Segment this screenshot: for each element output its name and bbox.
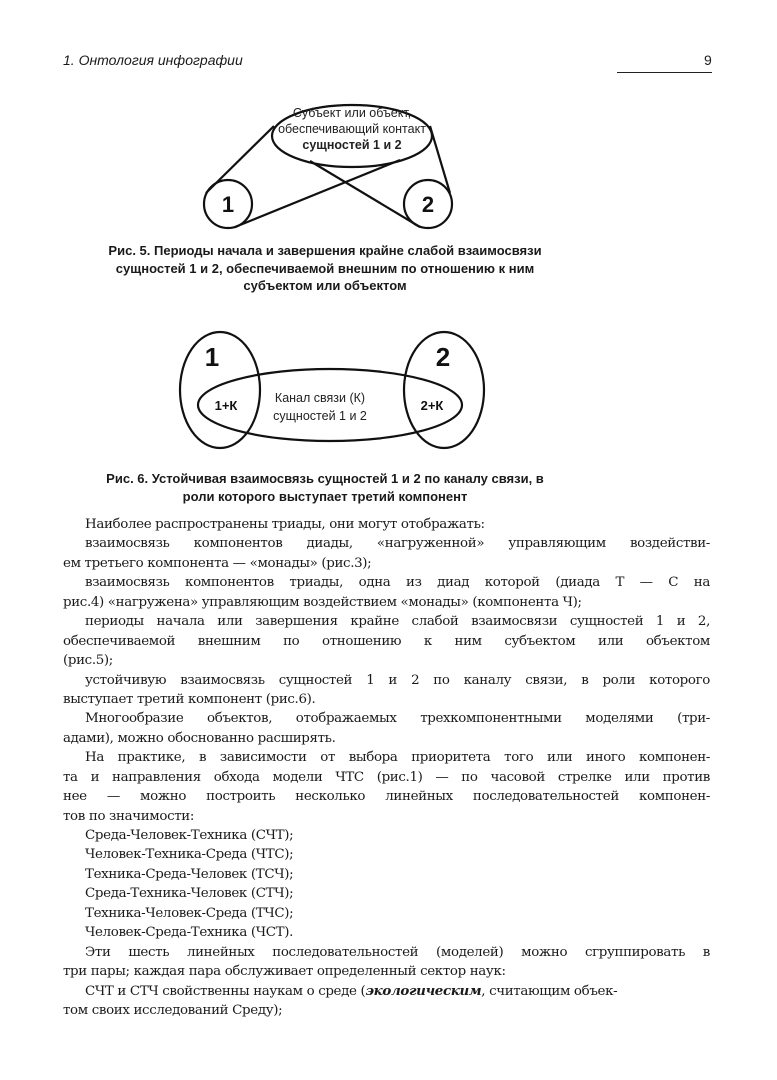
- list-item: Среда-Человек-Техника (СЧТ);: [85, 828, 294, 843]
- overlap-2-label: 2+К: [420, 398, 444, 413]
- text-line: выступает третий компонент (рис.6).: [63, 691, 316, 707]
- channel-label-line: Канал связи (К): [274, 391, 366, 405]
- text-line: ем третьего компонента — «монады» (рис.3);: [63, 555, 372, 571]
- figure-6: [180, 332, 484, 448]
- text-line: три пары; каждая пара обслуживает определенный сектор наук:: [63, 964, 506, 980]
- text-line: обеспечиваемой внешним по отношению к ним субъектом или объектом: [63, 633, 710, 649]
- text-line: Эти шесть линейных последовательностей (моделей) можно сгруппировать в: [85, 944, 710, 960]
- emphasis-term: экологическим: [365, 982, 482, 999]
- text-line: (рис.5);: [63, 653, 113, 669]
- page-number: 9: [704, 52, 712, 68]
- connector-line: [310, 161, 420, 227]
- entity-1-ellipse: [180, 332, 260, 448]
- text-line: том своих исследований Среду);: [63, 1002, 283, 1018]
- text-line: [63, 982, 710, 1001]
- caption-line: Рис. 6. Устойчивая взаимосвязь сущностей 1 и 2 по каналу связи, в: [106, 471, 544, 486]
- figure-5: [204, 105, 452, 228]
- caption-line: субъектом или объектом: [243, 278, 407, 293]
- text-line: Многообразие объектов, отображаемых трехкомпонентными моделями (три-: [85, 711, 710, 727]
- text-run: , считающим объек-: [481, 983, 618, 999]
- ellipse-label-line: сущностей 1 и 2: [302, 138, 402, 152]
- text-line: На практике, в зависимости от выбора приоритета того или иного компонен-: [85, 750, 710, 766]
- list-item: Техника-Человек-Среда (ТЧС);: [85, 905, 294, 921]
- caption-line: сущностей 1 и 2, обеспечиваемой внешним по отношению к ним: [115, 260, 535, 276]
- text-line: та и направления обхода модели ЧТС (рис.1) — по часовой стрелке или против: [63, 769, 710, 785]
- channel-label-line: сущностей 1 и 2: [273, 409, 367, 423]
- text-line: периоды начала или завершения крайне слабой взаимосвязи сущностей 1 и 2,: [85, 614, 710, 630]
- text-line: взаимосвязь компонентов триады, одна из диад которой (диада Т — С на: [85, 575, 710, 591]
- text-line: устойчивую взаимосвязь сущностей 1 и 2 по каналу связи, в роли которого: [85, 672, 710, 688]
- text-line: Наиболее распространены триады, они могут отображать:: [85, 517, 485, 532]
- text-line: взаимосвязь компонентов диады, «нагруженной» управляющим воздействи-: [85, 536, 710, 552]
- ellipse-label-line: Субъект или объект,: [292, 106, 412, 120]
- text-line: нее — можно построить несколько линейных последовательностей компонен-: [63, 789, 710, 805]
- caption-line: роли которого выступает третий компонент: [182, 488, 468, 504]
- list-item: Человек-Техника-Среда (ЧТС);: [85, 847, 294, 863]
- entity-1-label: 1: [204, 342, 220, 372]
- text-line: рис.4) «нагружена» управляющим воздействием «монады» (компонента Ч);: [63, 594, 582, 610]
- text-line: тов по значимости:: [63, 808, 195, 824]
- entity-1-label: 1: [221, 192, 235, 217]
- running-header-chapter: 1. Онтология инфографии: [63, 52, 243, 68]
- text-line: адами), можно обоснованно расширять.: [63, 730, 336, 746]
- caption-line: Рис. 5. Периоды начала и завершения крайне слабой взаимосвязи: [108, 243, 542, 258]
- list-item: Среда-Техника-Человек (СТЧ);: [85, 886, 294, 902]
- text-run: СЧТ и СТЧ свойственны наукам о среде (: [85, 983, 366, 999]
- entity-2-label: 2: [421, 192, 435, 217]
- ellipse-label-line: обеспечивающий контакт: [278, 122, 426, 136]
- figure-5-caption: [60, 242, 590, 295]
- body-text: [63, 515, 710, 1020]
- connector-line: [235, 160, 400, 227]
- overlap-1-label: 1+К: [214, 398, 238, 413]
- list-item: Техника-Среда-Человек (ТСЧ);: [85, 866, 294, 882]
- figure-6-caption: [50, 470, 600, 505]
- list-item: Человек-Среда-Техника (ЧСТ).: [85, 925, 293, 941]
- entity-2-label: 2: [435, 342, 451, 372]
